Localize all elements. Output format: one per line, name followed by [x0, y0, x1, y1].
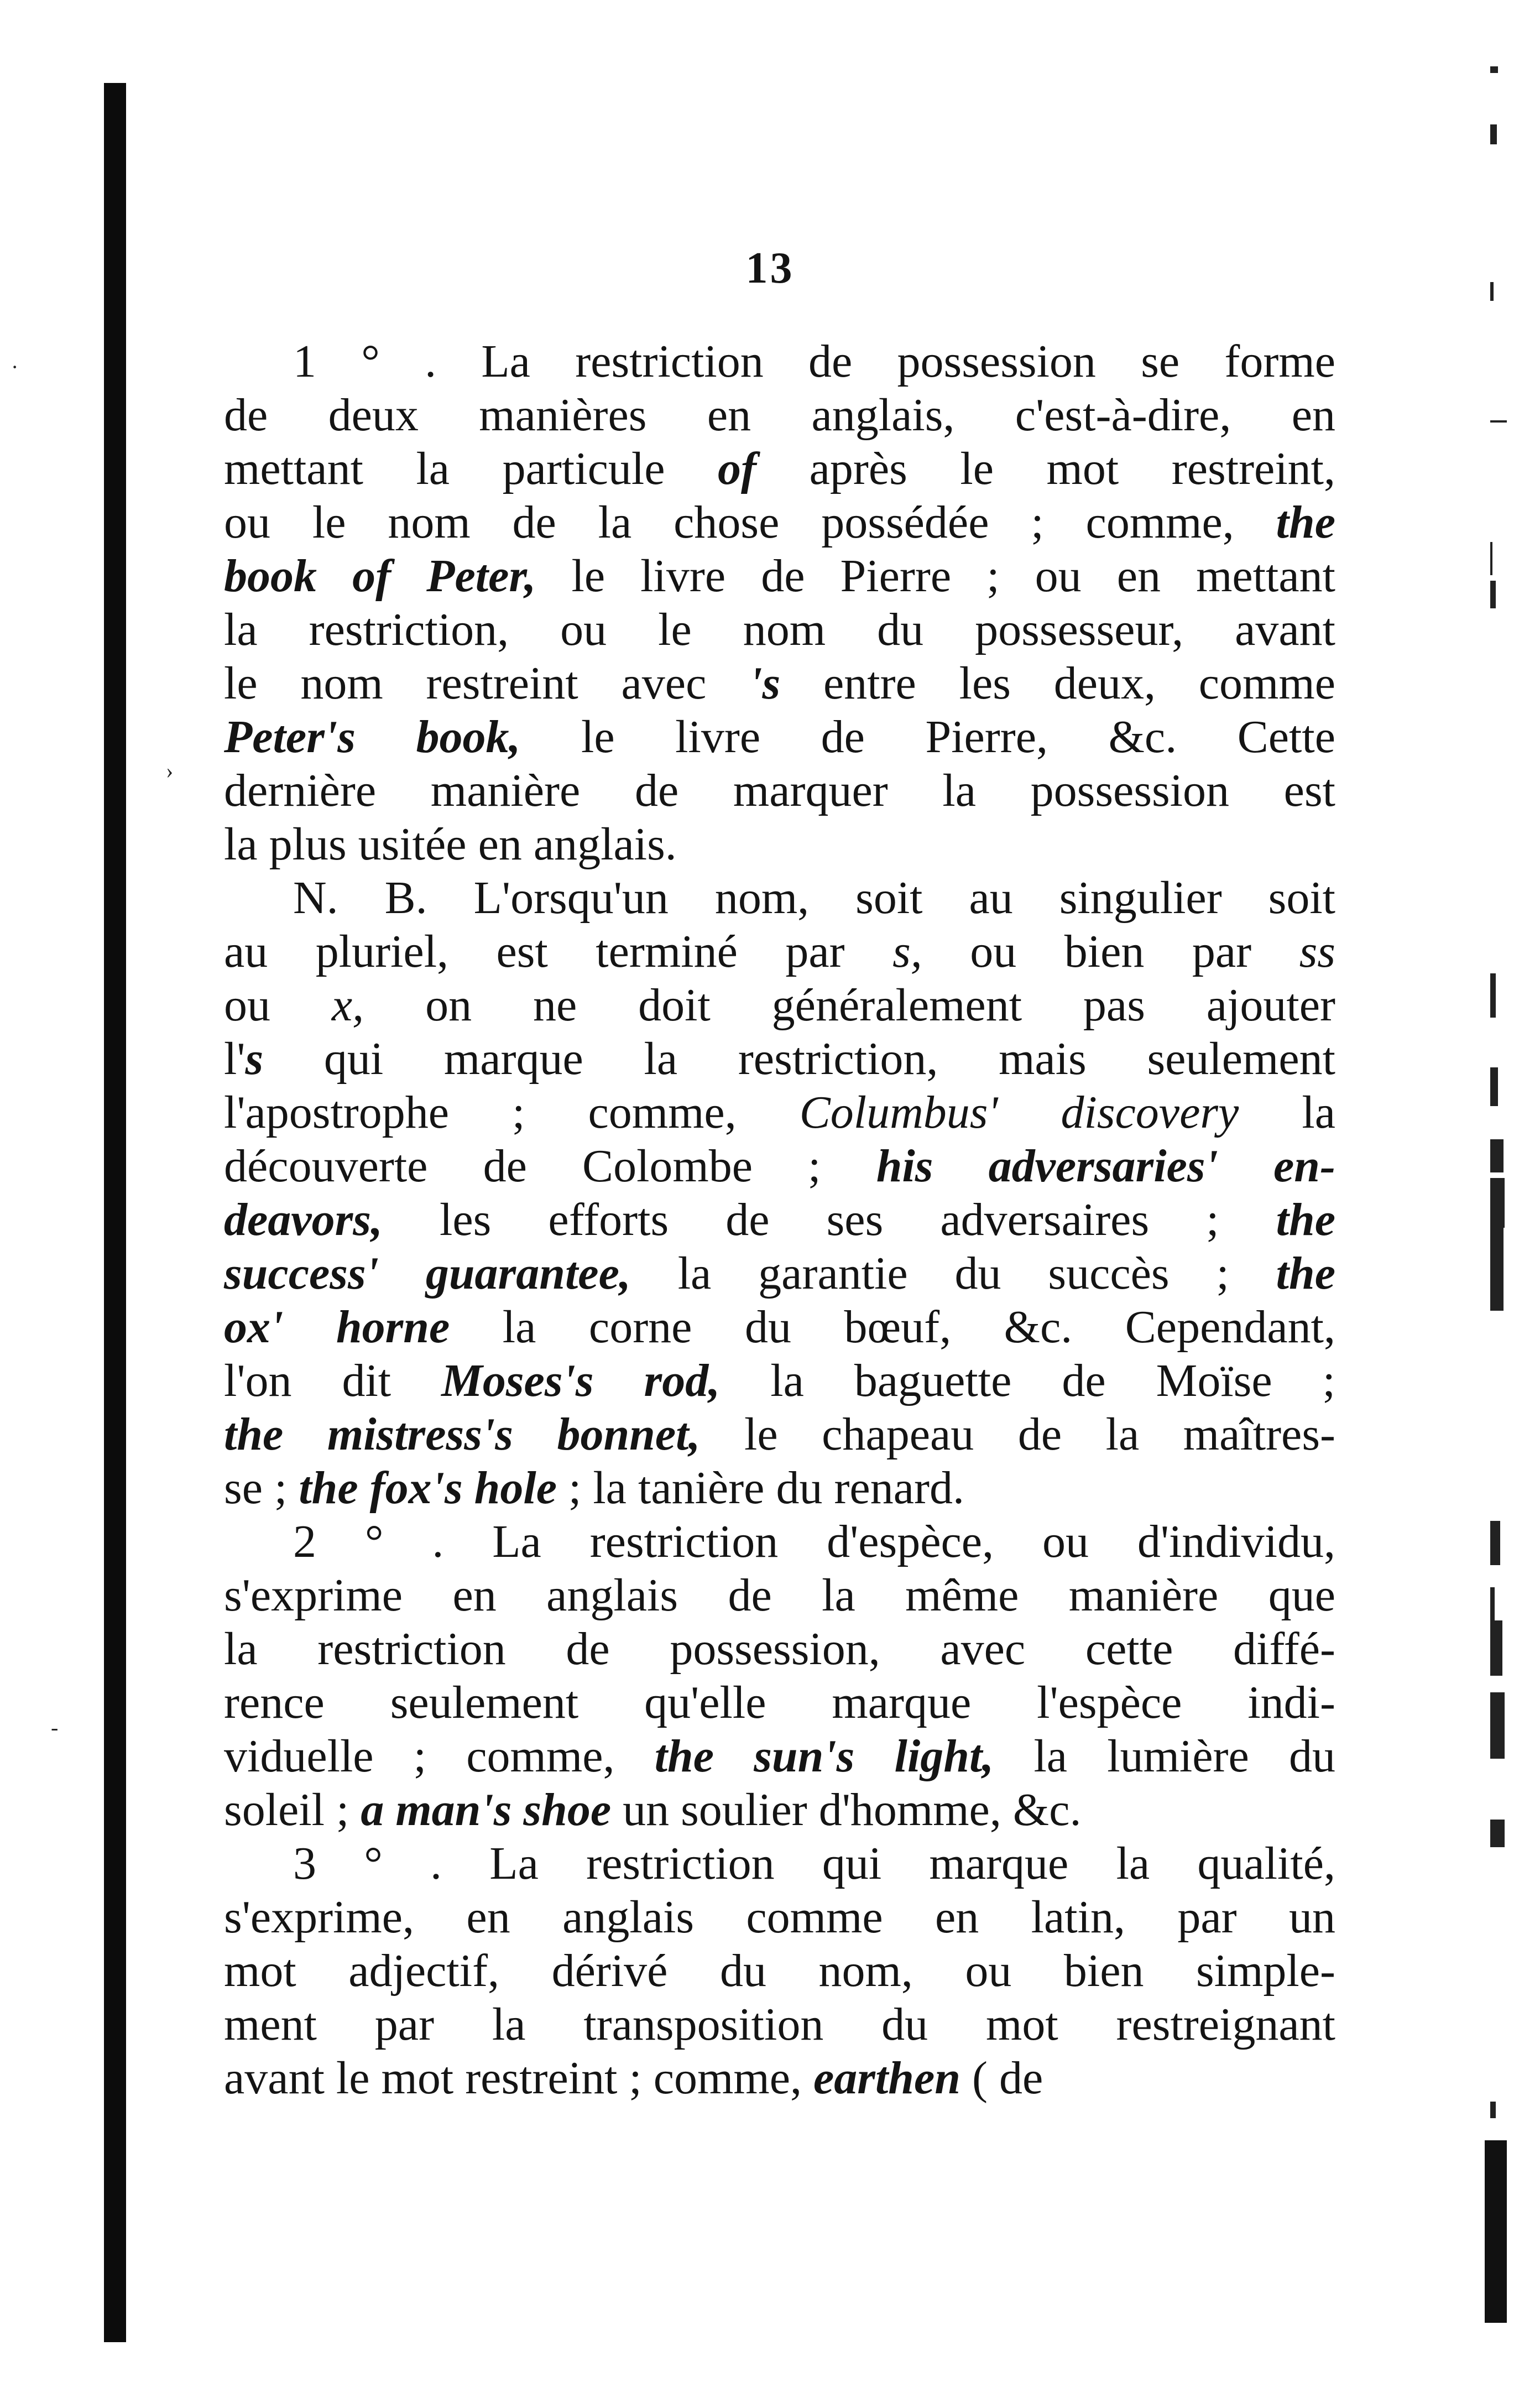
text-segment: ( de	[960, 2052, 1043, 2104]
text-segment: avant le mot restreint ; comme,	[224, 2052, 813, 2104]
text-line	[224, 1890, 1335, 1944]
text-segment: le livre de Pierre, &c. Cette	[520, 711, 1336, 763]
text-line	[224, 603, 1335, 656]
text-segment: rence seulement qu'elle marque l'espèce indi-	[224, 1677, 1335, 1728]
emphasized-text: Peter's book,	[224, 711, 521, 763]
emphasized-text: Columbus' discovery	[799, 1087, 1239, 1138]
text-line	[224, 710, 1335, 764]
emphasized-text: 's	[749, 658, 781, 709]
text-segment: 3 ° . La restriction qui marque la qualité,	[293, 1838, 1335, 1889]
text-segment: la garantie du succès ;	[630, 1248, 1276, 1299]
text-line	[224, 1354, 1335, 1408]
text-segment: on ne doit généralement pas ajouter	[364, 979, 1335, 1031]
text-line	[224, 1515, 1335, 1568]
text-line	[224, 1086, 1335, 1139]
text-segment: après le mot restreint,	[756, 443, 1335, 494]
emphasized-text: x,	[331, 979, 364, 1031]
emphasized-text: success' guarantee,	[224, 1248, 631, 1299]
page-body-text	[224, 335, 1335, 2105]
emphasized-text: s	[245, 1033, 264, 1085]
text-segment: la restriction, ou le nom du possesseur, avant	[224, 604, 1335, 655]
text-line	[224, 1139, 1335, 1193]
text-segment: 2 ° . La restriction d'espèce, ou d'individu,	[293, 1516, 1335, 1567]
text-line	[224, 1408, 1335, 1461]
text-segment: la restriction de possession, avec cette diffé-	[224, 1623, 1335, 1675]
text-segment: la	[1239, 1087, 1336, 1138]
text-segment: la lumière du	[994, 1730, 1335, 1782]
text-line	[224, 442, 1335, 496]
text-segment: découverte de Colombe ;	[224, 1140, 876, 1192]
text-line	[224, 1729, 1335, 1783]
stray-mark-left-middle: ›	[166, 758, 174, 783]
text-segment: au pluriel, est terminé par	[224, 926, 893, 977]
text-line	[224, 978, 1335, 1032]
text-segment: s'exprime en anglais de la même manière que	[224, 1570, 1335, 1621]
text-line	[224, 1944, 1335, 1998]
text-segment: soleil ;	[224, 1784, 361, 1836]
emphasized-text: the	[1276, 1248, 1336, 1299]
text-line	[224, 1300, 1335, 1354]
stray-mark-left-top: ·	[11, 355, 19, 379]
text-segment: la plus usitée en anglais.	[224, 819, 677, 870]
text-segment: N. B. L'orsqu'un nom, soit au singulier soit	[293, 872, 1335, 924]
emphasized-text: ox' horne	[224, 1301, 450, 1353]
text-line	[224, 496, 1335, 549]
text-segment: viduelle ; comme,	[224, 1730, 655, 1782]
text-line	[224, 1676, 1335, 1729]
emphasized-text: ss	[1299, 926, 1335, 977]
emphasized-text: a man's shoe	[361, 1784, 612, 1836]
text-line	[224, 1837, 1335, 1890]
text-line	[224, 1032, 1335, 1086]
right-edge-scan-marks	[1468, 55, 1518, 2323]
text-line	[224, 549, 1335, 603]
emphasized-text: s,	[892, 926, 922, 977]
emphasized-text: Moses's rod,	[441, 1355, 721, 1406]
text-segment: le chapeau de la maîtres-	[700, 1409, 1335, 1460]
text-line	[224, 1247, 1335, 1300]
emphasized-text: book of Peter,	[224, 550, 536, 602]
text-line	[224, 925, 1335, 978]
text-segment: l'on dit	[224, 1355, 442, 1406]
text-segment: ou bien par	[922, 926, 1299, 977]
text-segment: ou	[224, 979, 332, 1031]
text-line	[224, 335, 1335, 388]
emphasized-text: earthen	[813, 2052, 961, 2104]
text-segment: qui marque la restriction, mais seulement	[263, 1033, 1335, 1085]
emphasized-text: the mistress's bonnet,	[224, 1409, 701, 1460]
text-segment: les efforts de ses adversaires ;	[382, 1194, 1276, 1245]
text-line	[224, 2051, 1335, 2105]
text-segment: la corne du bœuf, &c. Cependant,	[450, 1301, 1335, 1353]
text-segment: ; la tanière du renard.	[557, 1462, 964, 1514]
text-segment: l'apostrophe ; comme,	[224, 1087, 800, 1138]
text-segment: 1 ° . La restriction de possession se forme	[293, 336, 1335, 387]
text-segment: mot adjectif, dérivé du nom, ou bien simple-	[224, 1945, 1335, 1997]
text-segment: l'	[224, 1033, 246, 1085]
text-segment: s'exprime, en anglais comme en latin, par un	[224, 1891, 1335, 1943]
text-segment: ment par la transposition du mot restreignant	[224, 1999, 1335, 2050]
text-line	[224, 1622, 1335, 1676]
text-segment: un soulier d'homme, &c.	[611, 1784, 1082, 1836]
text-segment: la baguette de Moïse ;	[720, 1355, 1335, 1406]
text-line	[224, 388, 1335, 442]
text-line	[224, 817, 1335, 871]
text-line	[224, 656, 1335, 710]
text-segment: de deux manières en anglais, c'est-à-dire, en	[224, 389, 1335, 441]
text-line	[224, 1783, 1335, 1837]
text-segment: ou le nom de la chose possédée ; comme,	[224, 497, 1276, 548]
text-segment: dernière manière de marquer la possession est	[224, 765, 1335, 816]
text-line	[224, 871, 1335, 925]
text-segment: mettant la particule	[224, 443, 718, 494]
text-segment: le livre de Pierre ; ou en mettant	[536, 550, 1335, 602]
binding-edge-rule	[104, 83, 126, 2342]
emphasized-text: deavors,	[224, 1194, 383, 1245]
emphasized-text: of	[718, 443, 757, 494]
emphasized-text: the	[1276, 1194, 1335, 1245]
emphasized-text: the sun's light,	[654, 1730, 994, 1782]
text-line	[224, 1568, 1335, 1622]
text-segment: entre les deux, comme	[780, 658, 1335, 709]
page-number: 13	[745, 244, 795, 293]
text-segment: se ;	[224, 1462, 299, 1514]
text-line	[224, 764, 1335, 817]
text-line	[224, 1193, 1335, 1247]
text-line	[224, 1998, 1335, 2051]
emphasized-text: the fox's hole	[299, 1462, 557, 1514]
emphasized-text: the	[1276, 497, 1335, 548]
stray-mark-left-lower: -	[51, 1715, 59, 1740]
text-segment: le nom restreint avec	[224, 658, 750, 709]
text-line	[224, 1461, 1335, 1515]
emphasized-text: his adversaries' en-	[876, 1140, 1335, 1192]
